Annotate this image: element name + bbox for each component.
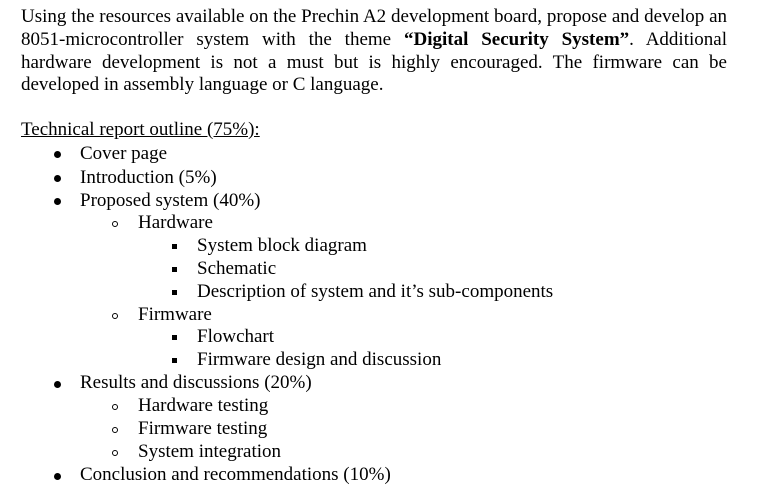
theme-title: “Digital Security System” bbox=[403, 28, 630, 50]
outline-item-hardware: Hardware bbox=[138, 212, 213, 233]
outline-item-cover-page: Cover page bbox=[80, 143, 168, 164]
bullet-dot-icon bbox=[54, 175, 61, 182]
bullet-square-icon bbox=[172, 335, 177, 340]
outline-item-schematic: Schematic bbox=[197, 258, 277, 279]
outline-item-system-block-diagram: System block diagram bbox=[197, 235, 367, 256]
intro-paragraph bbox=[21, 6, 727, 97]
bullet-dot-icon bbox=[54, 198, 61, 205]
outline-item-firmware: Firmware bbox=[138, 304, 212, 325]
bullet-square-icon bbox=[172, 358, 177, 363]
bullet-circle-icon bbox=[112, 450, 118, 456]
bullet-circle-icon bbox=[112, 404, 118, 410]
outline-item-system-integration: System integration bbox=[138, 441, 282, 462]
bullet-square-icon bbox=[172, 244, 177, 249]
bullet-dot-icon bbox=[54, 381, 61, 388]
bullet-square-icon bbox=[172, 267, 177, 272]
outline-item-description: Description of system and it’s sub-components bbox=[197, 281, 554, 302]
intro-text-after: . Additional hardware development is not a must but is highly encouraged. The firmware can be developed in assembly language or C language. bbox=[21, 28, 727, 96]
outline-item-proposed-system: Proposed system (40%) bbox=[80, 190, 261, 211]
bullet-circle-icon bbox=[112, 221, 118, 227]
outline-item-firmware-design: Firmware design and discussion bbox=[197, 349, 442, 370]
outline-item-results: Results and discussions (20%) bbox=[80, 372, 312, 393]
bullet-dot-icon bbox=[54, 151, 61, 158]
outline-item-introduction: Introduction (5%) bbox=[80, 167, 217, 188]
bullet-circle-icon bbox=[112, 313, 118, 319]
outline-item-hardware-testing: Hardware testing bbox=[138, 395, 269, 416]
outline-item-conclusion: Conclusion and recommendations (10%) bbox=[80, 464, 391, 485]
outline-heading: Technical report outline (75%): bbox=[21, 119, 260, 140]
bullet-circle-icon bbox=[112, 427, 118, 433]
bullet-dot-icon bbox=[54, 473, 61, 480]
bullet-square-icon bbox=[172, 290, 177, 295]
outline-item-flowchart: Flowchart bbox=[197, 326, 275, 347]
intro-text-before: Using the resources available on the Prechin A2 development board, propose and develop an 8051-microcontroller system with the theme bbox=[21, 6, 727, 50]
outline-item-firmware-testing: Firmware testing bbox=[138, 418, 268, 439]
